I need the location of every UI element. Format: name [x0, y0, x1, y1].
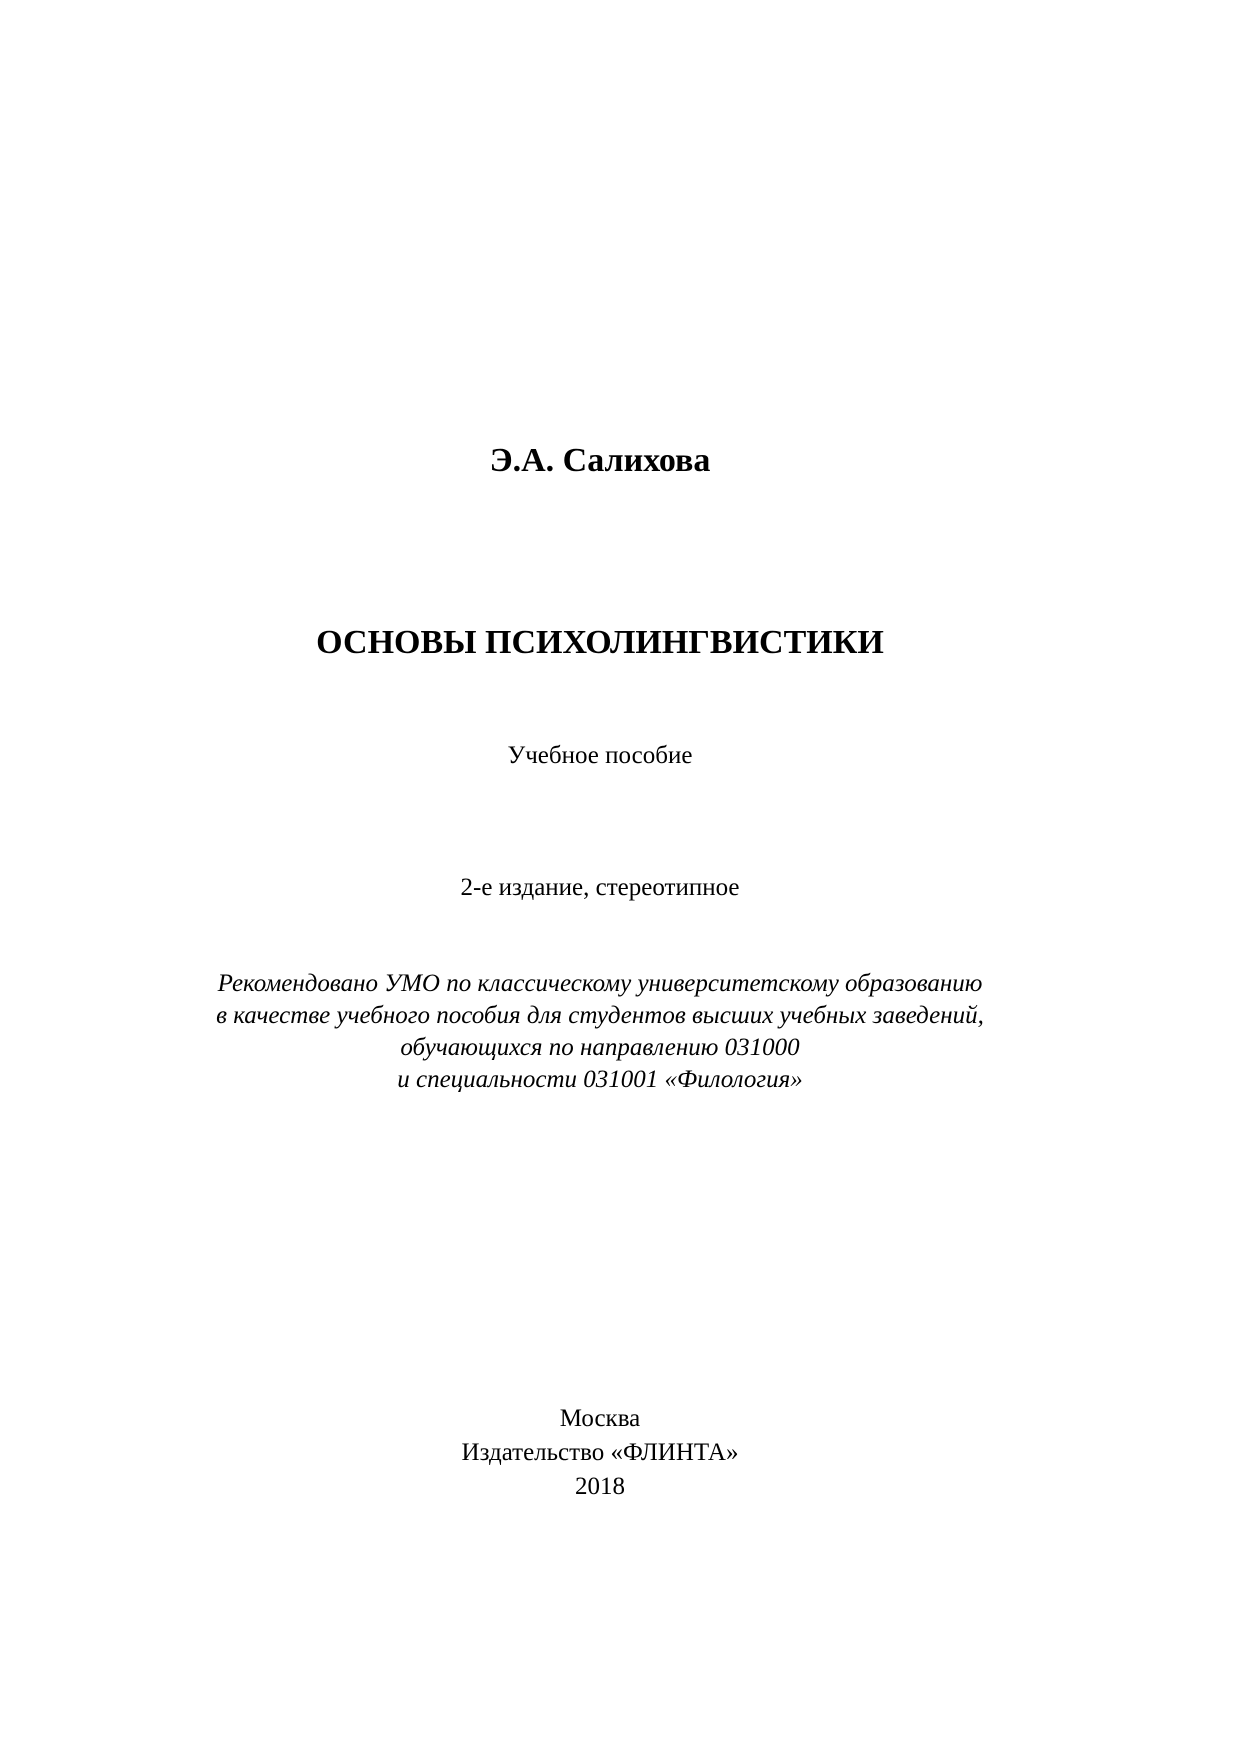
recommendation-line: и специальности 031001 «Филология» [397, 1066, 803, 1093]
recommendation-line: Рекомендовано УМО по классическому университетскому образованию [217, 970, 983, 997]
imprint-block [0, 1402, 1200, 1504]
book-subtitle: Учебное пособие [507, 742, 693, 769]
recommendation-line: в качестве учебного пособия для студентов высших учебных заведений, [216, 1002, 984, 1029]
book-title: ОСНОВЫ ПСИХОЛИНГВИСТИКИ [316, 624, 884, 661]
edition-note: 2-е издание, стереотипное [460, 874, 740, 901]
imprint-year: 2018 [575, 1473, 625, 1500]
imprint-city: Москва [559, 1405, 641, 1432]
author-name: Э.А. Салихова [489, 442, 711, 479]
imprint-publisher: Издательство «ФЛИНТА» [461, 1439, 739, 1466]
recommendation-block [0, 968, 1200, 1096]
recommendation-line: обучающихся по направлению 031000 [400, 1034, 800, 1061]
